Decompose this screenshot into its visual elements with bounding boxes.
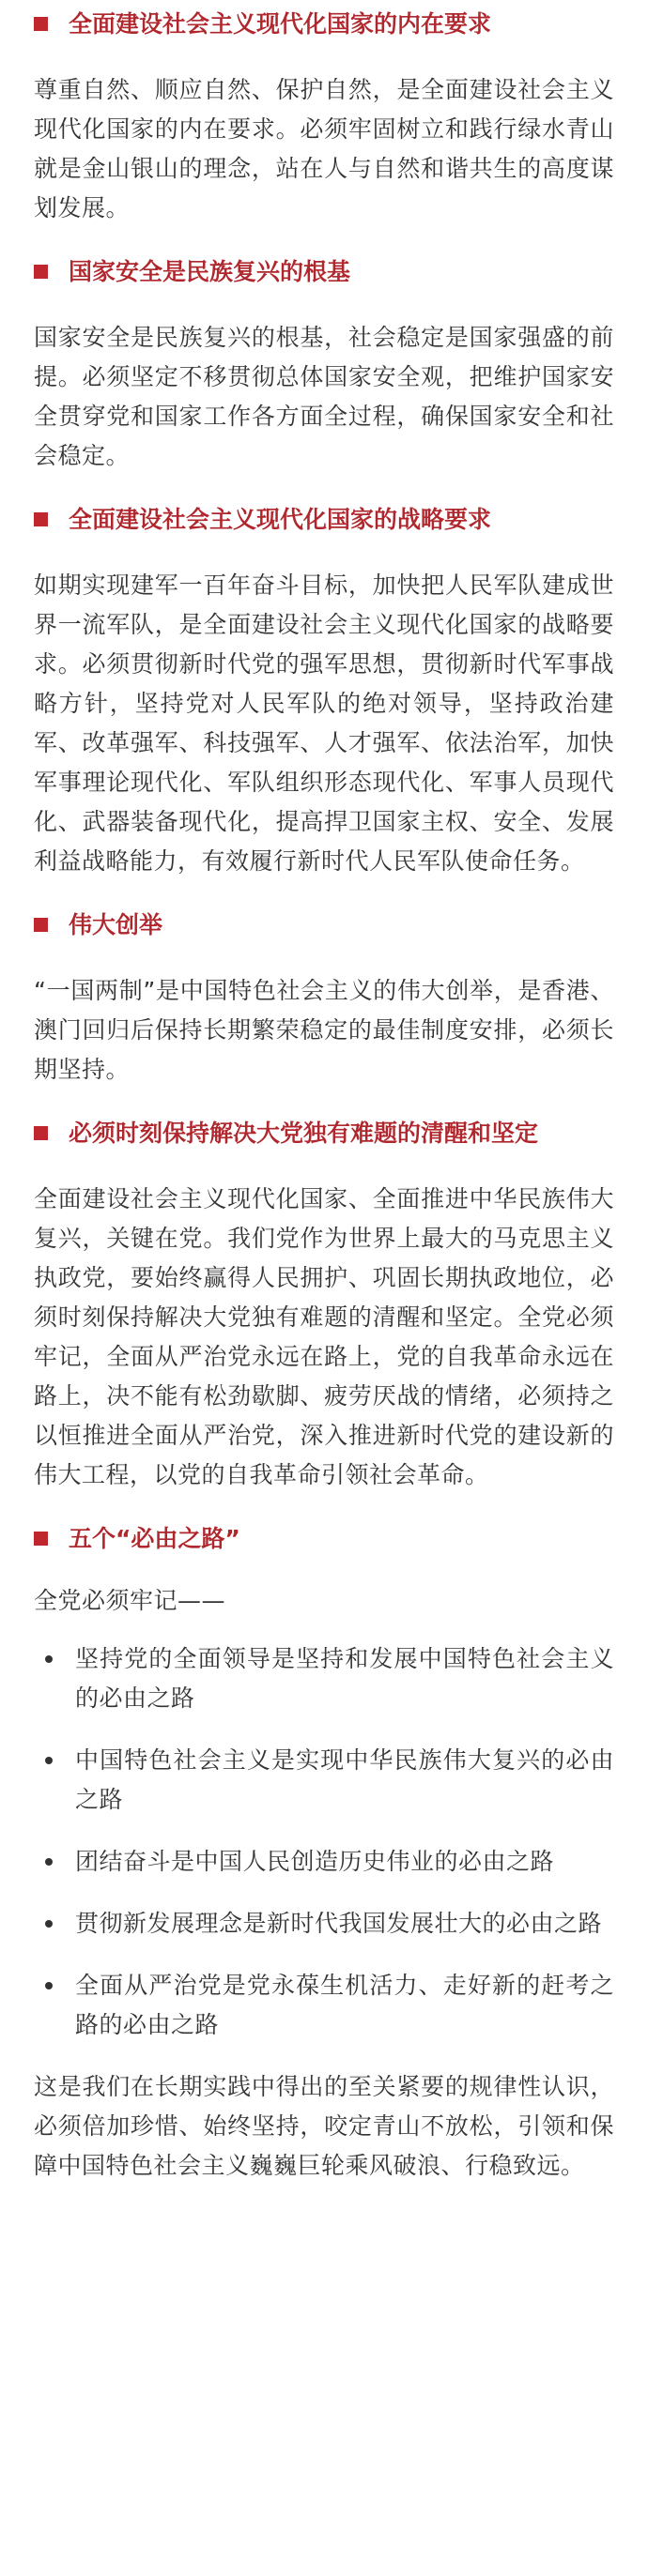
- bullet-dot-icon: [45, 1757, 53, 1764]
- list-item-text: 坚持党的全面领导是坚持和发展中国特色社会主义的必由之路: [75, 1645, 614, 1712]
- section-heading: [34, 906, 614, 945]
- section-paragraph: 全面建设社会主义现代化国家、全面推进中华民族伟大复兴，关键在党。我们党作为世界上最大的马克思主义执政党，要始终赢得人民拥护、巩固长期执政地位，必须时刻保持解决大党独有难题的清醒和坚定。全党必须牢记，全面从严治党永远在路上，党的自我革命永远在路上，决不能有松劲歇脚、疲劳厌战的情绪，必须持之以恒推进全面从严治党，深入推进新时代党的建设新的伟大工程，以党的自我革命引领社会革命。: [34, 1185, 614, 1488]
- bullet-list: [34, 1639, 614, 2045]
- heading-marker-icon: [34, 1126, 48, 1140]
- section-intro: 全党必须牢记——: [34, 1587, 226, 1614]
- section-heading-text: 必须时刻保持解决大党独有难题的清醒和坚定: [69, 1120, 539, 1147]
- list-item-text: 团结奋斗是中国人民创造历史伟业的必由之路: [75, 1848, 555, 1875]
- section-paragraph: 如期实现建军一百年奋斗目标，加快把人民军队建成世界一流军队，是全面建设社会主义现代化国家的战略要求。必须贯彻新时代党的强军思想，贯彻新时代军事战略方针，坚持党对人民军队的绝对领导，坚持政治建军、改革强军、科技强军、人才强军、依法治军，加快军事理论现代化、军队组织形态现代化、军事人员现代化、武器装备现代化，提高捍卫国家主权、安全、发展利益战略能力，有效履行新时代人民军队使命任务。: [34, 572, 614, 875]
- bullet-dot-icon: [45, 1982, 53, 1989]
- heading-marker-icon: [34, 918, 48, 932]
- list-item: [34, 1904, 614, 1943]
- heading-marker-icon: [34, 17, 48, 31]
- section-heading: [34, 1114, 614, 1153]
- list-item: [34, 1639, 614, 1718]
- bullet-dot-icon: [45, 1920, 53, 1928]
- heading-marker-icon: [34, 265, 48, 279]
- list-item: [34, 1741, 614, 1820]
- section-heading: [34, 500, 614, 540]
- list-item: [34, 1842, 614, 1882]
- list-item-text: 贯彻新发展理念是新时代我国发展壮大的必由之路: [75, 1910, 603, 1937]
- conclusion-paragraph: 这是我们在长期实践中得出的至关紧要的规律性认识，必须倍加珍惜、始终坚持，咬定青山不放松，引领和保障中国特色社会主义巍巍巨轮乘风破浪、行稳致远。: [34, 2073, 614, 2179]
- section-heading: [34, 252, 614, 292]
- section-paragraph: 尊重自然、顺应自然、保护自然，是全面建设社会主义现代化国家的内在要求。必须牢固树立和践行绿水青山就是金山银山的理念，站在人与自然和谐共生的高度谋划发展。: [34, 76, 614, 221]
- heading-marker-icon: [34, 1532, 48, 1546]
- section-heading-text: 国家安全是民族复兴的根基: [69, 258, 351, 285]
- section-heading-text: 全面建设社会主义现代化国家的战略要求: [69, 506, 492, 533]
- list-item-text: 全面从严治党是党永葆生机活力、走好新的赶考之路的必由之路: [75, 1972, 614, 2038]
- section-paragraph: “一国两制”是中国特色社会主义的伟大创举，是香港、澳门回归后保持长期繁荣稳定的最佳制度安排，必须长期坚持。: [34, 977, 614, 1083]
- bullet-dot-icon: [45, 1858, 53, 1866]
- bullet-dot-icon: [45, 1655, 53, 1663]
- section-heading: [34, 1519, 614, 1559]
- list-item-text: 中国特色社会主义是实现中华民族伟大复兴的必由之路: [75, 1746, 614, 1813]
- article: [0, 5, 648, 2186]
- section-heading-text: 全面建设社会主义现代化国家的内在要求: [69, 10, 492, 38]
- list-item: [34, 1966, 614, 2045]
- section-heading-text: 伟大创举: [69, 911, 163, 938]
- section-heading: [34, 5, 614, 44]
- section-heading-text: 五个“必由之路”: [69, 1525, 240, 1552]
- heading-marker-icon: [34, 512, 48, 526]
- section-paragraph: 国家安全是民族复兴的根基，社会稳定是国家强盛的前提。必须坚定不移贯彻总体国家安全观，把维护国家安全贯穿党和国家工作各方面全过程，确保国家安全和社会稳定。: [34, 324, 614, 469]
